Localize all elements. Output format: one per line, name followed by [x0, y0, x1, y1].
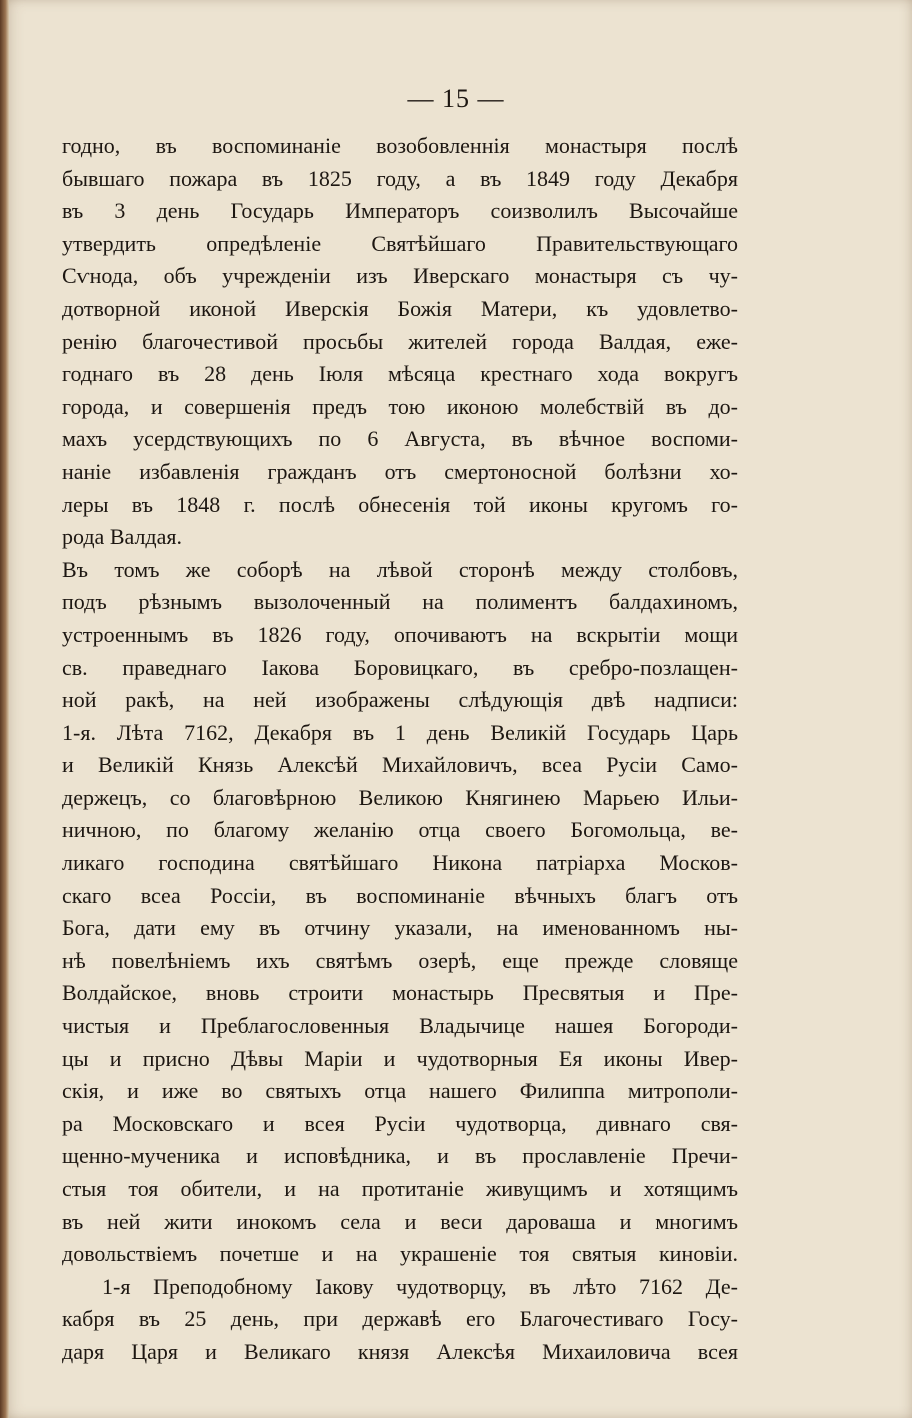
text-line: въ ней жити инокомъ села и веси дароваша и многимъ [62, 1208, 738, 1234]
text-line: держецъ, со благовѣрною Великою Княгинею Марьею Ильи- [62, 784, 738, 810]
text-line: ренію благочестивой просьбы жителей города Валдая, еже- [62, 328, 738, 354]
text-line: Въ томъ же соборѣ на лѣвой сторонѣ между столбовъ, [62, 556, 738, 582]
text-line: нѣ повелѣніемъ ихъ святѣмъ озерѣ, еще прежде словяще [62, 947, 738, 973]
body-text [62, 130, 738, 1369]
text-line: чистыя и Преблагословенныя Владычице нашея Богороди- [62, 1013, 738, 1039]
text-line: годно, въ воспоминаніе возобовленнія монастыря послѣ [62, 133, 738, 158]
text-line: годнаго въ 28 день Іюля мѣсяца крестнаго хода вокругъ [62, 361, 738, 387]
text-line: города, и совершенія предъ тою иконою молебствій въ до- [62, 393, 738, 419]
text-line: Волдайское, вновь строити монастырь Пресвятыя и Пре- [62, 980, 738, 1006]
text-line: подъ рѣзнымъ вызолоченный на полиментъ балдахиномъ, [62, 589, 738, 615]
text-line: ликаго господина святѣйшаго Никона патріарха Москов- [62, 850, 738, 876]
text-line: бывшаго пожара въ 1825 году, а въ 1849 году Декабря [62, 165, 738, 191]
text-line: устроеннымъ въ 1826 году, опочиваютъ на вскрытіи мощи [62, 621, 738, 647]
text-line: 1-я. Лѣта 7162, Декабря въ 1 день Великій Государь Царь [62, 719, 738, 745]
text-line: щенно-мученика и исповѣдника, и въ прославленіе Пречи- [62, 1143, 738, 1169]
text-line: даря Царя и Великаго князя Алексѣя Михаиловича всея [62, 1338, 738, 1364]
text-line: скаго всеа Россіи, въ воспоминаніе вѣчныхъ благъ отъ [62, 882, 738, 908]
text-line: ра Московскаго и всея Русіи чудотворца, дивнаго свя- [62, 1110, 738, 1136]
text-line: 1-я Преподобному Іакову чудотворцу, въ лѣто 7162 Де- [102, 1273, 738, 1299]
text-line: скія, и иже во святыхъ отца нашего Филиппа митрополи- [62, 1078, 738, 1104]
text-line: Бога, дати ему въ отчину указали, на именованномъ ны- [62, 915, 738, 941]
text-line: стыя тоя обители, и на протитаніе живущимъ и хотящимъ [62, 1176, 738, 1201]
text-line: св. праведнаго Іакова Боровицкаго, въ сребро-позлащен- [62, 654, 738, 680]
text-line: въ 3 день Государь Императоръ соизволилъ Высочайше [62, 198, 738, 224]
text-line: и Великій Князь Алексѣй Михайловичъ, всеа Русіи Само- [62, 752, 738, 778]
text-line: махъ усердствующихъ по 6 Августа, въ вѣчное воспоми- [62, 426, 738, 452]
text-line: кабря въ 25 день, при державѣ его Благочестиваго Госу- [62, 1306, 738, 1332]
text-line: цы и присно Дѣвы Маріи и чудотворныя Ея иконы Ивер- [62, 1045, 738, 1071]
text-line: довольствіемъ почетше и на украшеніе тоя святыя киновіи. [62, 1241, 738, 1267]
text-line: ничною, по благому желанію отца своего Богомольца, ве- [62, 817, 738, 843]
page-spine-edge [0, 0, 9, 1418]
text-line: дотворной иконой Иверскія Божія Матери, къ удовлетво- [62, 295, 738, 321]
text-line: ной ракѣ, на ней изображены слѣдующія двѣ надписи: [62, 687, 738, 713]
text-line: рода Валдая. [62, 524, 183, 550]
text-line: наніе избавленія гражданъ отъ смертоносной болѣзни хо- [62, 458, 738, 484]
page-number: — 15 — [407, 84, 505, 113]
text-line: Сѵнода, объ учрежденіи изъ Иверскаго монастыря съ чу- [62, 263, 738, 289]
text-line: леры въ 1848 г. послѣ обнесенія той иконы кругомъ го- [62, 491, 738, 517]
text-line: утвердить опредѣленіе Святѣйшаго Правительствующаго [62, 230, 738, 256]
